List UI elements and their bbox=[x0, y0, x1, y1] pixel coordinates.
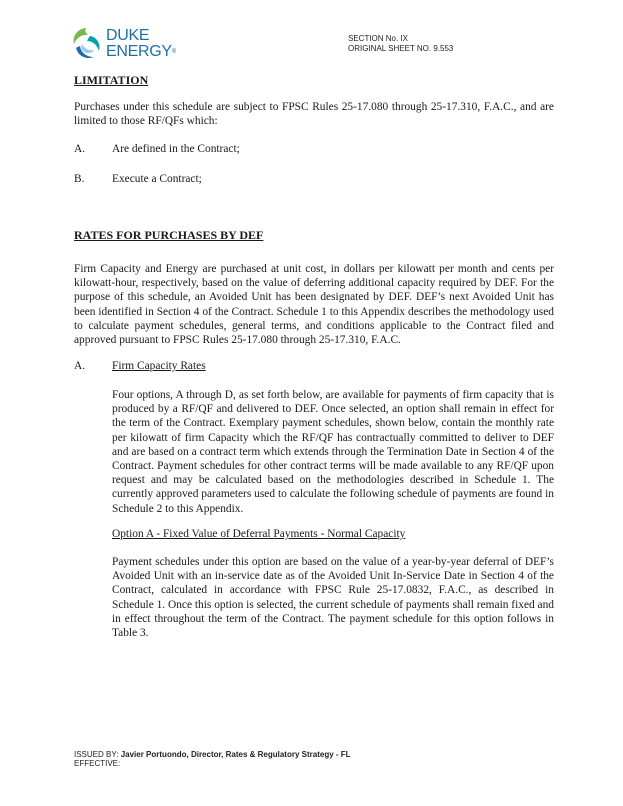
logo-line-2-text: ENERGY bbox=[106, 43, 172, 60]
sheet-header bbox=[348, 34, 453, 54]
section-number: SECTION No. IX bbox=[348, 34, 409, 43]
limitation-item-b-letter: B. bbox=[74, 173, 85, 185]
option-a-title: Option A - Fixed Value of Deferral Payments - Normal Capacity bbox=[112, 528, 406, 540]
limitation-item-b-text: Execute a Contract; bbox=[112, 173, 202, 185]
limitation-paragraph: Purchases under this schedule are subject to FPSC Rules 25-17.080 through 25-17.310, F.A.C., and are limited to those RF/QFs which: bbox=[74, 101, 554, 128]
rates-heading: RATES FOR PURCHASES BY DEF bbox=[74, 228, 264, 242]
firm-capacity-title: Firm Capacity Rates bbox=[112, 360, 206, 372]
issued-by-line bbox=[74, 750, 351, 759]
sheet-number: ORIGINAL SHEET NO. 9.553 bbox=[348, 44, 454, 53]
rates-paragraph: Firm Capacity and Energy are purchased at unit cost, in dollars per kilowatt per month and cents per kilowatt-hour, respectively, based on the value of deferring additional capacity required by DEF. For the purpose of this schedule, an Avoided Unit has been designated by DEF. DEF’s next Avoided Unit has been identified in Section 4 of the Contract. Schedule 1 to this Appendix describes the methodology used to calculate payment schedules, general terms, and conditions applicable to the Contract filed and approved pursuant to FPSC Rules 25-17.080 through 25-17.310, F.A.C. bbox=[74, 263, 554, 347]
limitation-item-a-letter: A. bbox=[74, 143, 86, 155]
duke-energy-logo bbox=[70, 26, 190, 66]
logo-registered-mark: ® bbox=[171, 49, 176, 55]
firm-capacity-paragraph: Four options, A through D, as set forth below, are available for payments of firm capacity that is produced by a RF/QF and delivered to DEF. Once selected, an option shall remain in effect for the term of the Contract. Exemplary payment schedules, shown below, contain the monthly rate per kilowatt of firm Capacity which the RF/QF has contractually committed to deliver to DEF and are based on a contract term which extends through the Termination Date in Section 4 of the Contract. Payment schedules for other contract terms will be made available to any RF/QF upon request and may be calculated based on the methodologies described in Schedule 1. The currently approved parameters used to calculate the following schedule of payments are found in Schedule 2 to this Appendix. bbox=[112, 389, 554, 515]
duke-energy-logo-mark-icon bbox=[70, 26, 104, 62]
option-a-paragraph: Payment schedules under this option are based on the value of a year-by-year deferral of DEF’s Avoided Unit with an in-service date as of the Avoided Unit In-Service Date in Section 4 of the Contract, calculated in accordance with FPSC Rule 25-17.0832, F.A.C., as described in Schedule 1. Once this option is selected, the current schedule of payments shall remain fixed and in effect throughout the term of the Contract. The payment schedule for this option follows in Table 3. bbox=[112, 556, 554, 640]
logo-line-1: DUKE bbox=[106, 27, 150, 44]
firm-capacity-letter: A. bbox=[74, 360, 86, 372]
issued-by-name: Javier Portuondo, Director, Rates & Regulatory Strategy - FL bbox=[120, 750, 351, 759]
issued-by-label: ISSUED BY: bbox=[74, 750, 119, 759]
footer bbox=[74, 750, 351, 768]
limitation-heading: LIMITATION bbox=[74, 73, 149, 87]
limitation-item-a-text: Are defined in the Contract; bbox=[112, 143, 240, 155]
effective-label: EFFECTIVE: bbox=[74, 759, 121, 768]
logo-line-2 bbox=[106, 44, 176, 60]
logo-wordmark bbox=[106, 28, 176, 60]
